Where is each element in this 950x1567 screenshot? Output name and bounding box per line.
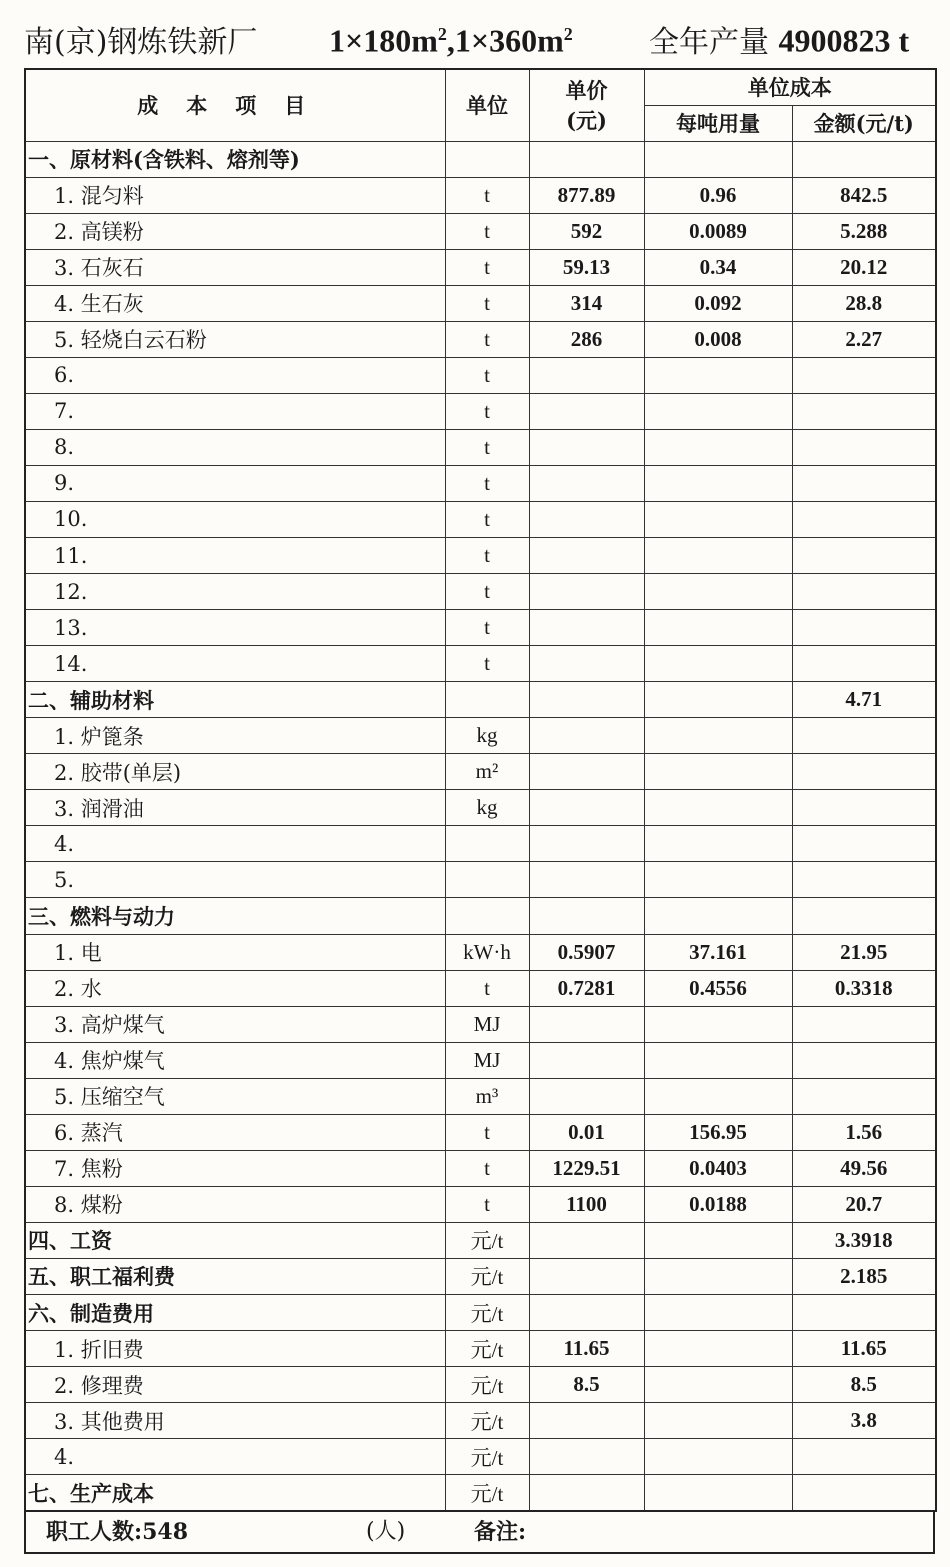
- cell-usage: 0.4556: [644, 970, 792, 1006]
- cell-amount: [792, 1475, 936, 1511]
- table-row: [25, 898, 936, 934]
- cell-amount: 20.7: [792, 1186, 936, 1222]
- cell-amount: [792, 610, 936, 646]
- cell-item: 6. 蒸汽: [25, 1114, 445, 1150]
- cell-price: 286: [529, 321, 644, 357]
- cell-unit: t: [445, 1150, 529, 1186]
- cell-usage: 156.95: [644, 1114, 792, 1150]
- cell-amount: 28.8: [792, 285, 936, 321]
- cell-usage: [644, 1367, 792, 1403]
- cell-usage: [644, 754, 792, 790]
- table-row: [25, 790, 936, 826]
- cell-item: 三、燃料与动力: [25, 898, 445, 934]
- cell-item: 1. 电: [25, 934, 445, 970]
- cell-price: [529, 574, 644, 610]
- cell-usage: [644, 538, 792, 574]
- cell-amount: [792, 393, 936, 429]
- plant-spec: $1\times 180m^2,1\times 360m^2$: [329, 22, 573, 59]
- cell-unit: 元/t: [445, 1295, 529, 1331]
- cell-price: 592: [529, 213, 644, 249]
- cell-item: 7. 焦粉: [25, 1150, 445, 1186]
- cell-price: [529, 1222, 644, 1258]
- cell-unit: 元/t: [445, 1403, 529, 1439]
- cell-usage: [644, 610, 792, 646]
- cell-price: [529, 1403, 644, 1439]
- cell-amount: [792, 790, 936, 826]
- cell-unit: MJ: [445, 1042, 529, 1078]
- cell-amount: [792, 1042, 936, 1078]
- cell-unit: t: [445, 465, 529, 501]
- cell-usage: [644, 1295, 792, 1331]
- cell-amount: 8.5: [792, 1367, 936, 1403]
- cell-usage: [644, 718, 792, 754]
- cell-usage: 0.0188: [644, 1186, 792, 1222]
- table-row: [25, 1258, 936, 1294]
- cell-amount: [792, 862, 936, 898]
- table-row: [25, 177, 936, 213]
- cell-usage: [644, 646, 792, 682]
- cell-amount: [792, 465, 936, 501]
- cell-unit: 元/t: [445, 1258, 529, 1294]
- cell-item: 3. 润滑油: [25, 790, 445, 826]
- cell-usage: [644, 1439, 792, 1475]
- cell-amount: [792, 754, 936, 790]
- table-row: [25, 249, 936, 285]
- cell-price: [529, 1078, 644, 1114]
- table-row: [25, 1331, 936, 1367]
- header-unit: 单位: [445, 69, 529, 141]
- cell-unit: [445, 141, 529, 177]
- cell-amount: [792, 574, 936, 610]
- cell-price: [529, 465, 644, 501]
- table-footer: [24, 1512, 935, 1554]
- table-row: [25, 213, 936, 249]
- cell-unit: t: [445, 285, 529, 321]
- cell-item: 2. 水: [25, 970, 445, 1006]
- cell-amount: [792, 1295, 936, 1331]
- cell-amount: 21.95: [792, 934, 936, 970]
- cell-usage: 0.96: [644, 177, 792, 213]
- cell-usage: [644, 1403, 792, 1439]
- cell-unit: 元/t: [445, 1475, 529, 1511]
- cell-price: 1229.51: [529, 1150, 644, 1186]
- cell-item: 12.: [25, 574, 445, 610]
- cell-item: 六、制造费用: [25, 1295, 445, 1331]
- cell-price: [529, 898, 644, 934]
- cell-price: 8.5: [529, 1367, 644, 1403]
- cell-amount: 1.56: [792, 1114, 936, 1150]
- cell-amount: [792, 1078, 936, 1114]
- annual-output-label: 全年产量: [649, 24, 769, 60]
- cell-amount: 5.288: [792, 213, 936, 249]
- document-title: [24, 12, 934, 60]
- cell-price: [529, 1042, 644, 1078]
- cell-amount: [792, 1006, 936, 1042]
- cell-unit: t: [445, 177, 529, 213]
- cell-item: 一、原材料(含铁料、熔剂等): [25, 141, 445, 177]
- cell-amount: [792, 646, 936, 682]
- cell-item: 四、工资: [25, 1222, 445, 1258]
- cell-unit: t: [445, 429, 529, 465]
- cell-usage: 0.008: [644, 321, 792, 357]
- cell-unit: t: [445, 538, 529, 574]
- cell-usage: 37.161: [644, 934, 792, 970]
- cell-item: 2. 胶带(单层): [25, 754, 445, 790]
- cell-price: 0.01: [529, 1114, 644, 1150]
- table-row: [25, 970, 936, 1006]
- cell-price: 1100: [529, 1186, 644, 1222]
- cell-item: 七、生产成本: [25, 1475, 445, 1511]
- cell-price: [529, 429, 644, 465]
- cell-usage: [644, 429, 792, 465]
- header-usage: 每吨用量: [644, 105, 792, 141]
- cell-amount: 3.8: [792, 1403, 936, 1439]
- staff-unit: (人): [366, 1519, 406, 1544]
- cell-item: 2. 高镁粉: [25, 213, 445, 249]
- table-row: [25, 1042, 936, 1078]
- cell-usage: [644, 574, 792, 610]
- cell-amount: 842.5: [792, 177, 936, 213]
- cell-item: 五、职工福利费: [25, 1258, 445, 1294]
- cell-unit: t: [445, 357, 529, 393]
- cell-usage: [644, 1258, 792, 1294]
- plant-name: 南(京)钢炼铁新厂: [24, 24, 258, 60]
- cell-amount: [792, 538, 936, 574]
- cell-price: [529, 1006, 644, 1042]
- cell-item: 4.: [25, 1439, 445, 1475]
- cell-amount: 3.3918: [792, 1222, 936, 1258]
- cell-usage: 0.0089: [644, 213, 792, 249]
- cell-usage: [644, 898, 792, 934]
- table-row: [25, 1222, 936, 1258]
- cell-item: 5. 压缩空气: [25, 1078, 445, 1114]
- cell-amount: [792, 357, 936, 393]
- cell-price: 314: [529, 285, 644, 321]
- cell-item: 4. 生石灰: [25, 285, 445, 321]
- cell-usage: 0.092: [644, 285, 792, 321]
- cell-amount: [792, 501, 936, 537]
- table-row: [25, 682, 936, 718]
- cell-item: 11.: [25, 538, 445, 574]
- table-row: [25, 754, 936, 790]
- cell-item: 9.: [25, 465, 445, 501]
- cell-price: 0.5907: [529, 934, 644, 970]
- table-row: [25, 862, 936, 898]
- cell-usage: [644, 1331, 792, 1367]
- cell-unit: 元/t: [445, 1331, 529, 1367]
- cell-amount: [792, 429, 936, 465]
- cell-unit: t: [445, 1186, 529, 1222]
- table-row: [25, 429, 936, 465]
- cell-price: 59.13: [529, 249, 644, 285]
- cell-item: 3. 石灰石: [25, 249, 445, 285]
- annual-output-value: 4900823 t: [778, 22, 910, 59]
- cell-usage: [644, 1078, 792, 1114]
- cell-item: 8. 煤粉: [25, 1186, 445, 1222]
- cell-unit: t: [445, 970, 529, 1006]
- table-row: [25, 826, 936, 862]
- staff-count: 职工人数:548: [46, 1519, 189, 1545]
- cell-unit: t: [445, 213, 529, 249]
- cell-price: [529, 862, 644, 898]
- cell-unit: kg: [445, 790, 529, 826]
- cell-price: 11.65: [529, 1331, 644, 1367]
- cell-item: 3. 高炉煤气: [25, 1006, 445, 1042]
- cell-usage: [644, 862, 792, 898]
- cell-usage: [644, 465, 792, 501]
- cell-item: 2. 修理费: [25, 1367, 445, 1403]
- cell-unit: t: [445, 610, 529, 646]
- cell-unit: [445, 898, 529, 934]
- table-row: [25, 1403, 936, 1439]
- header-item: 成本项目: [25, 69, 445, 141]
- cell-item: 5. 轻烧白云石粉: [25, 321, 445, 357]
- cell-usage: [644, 790, 792, 826]
- cell-amount: 2.185: [792, 1258, 936, 1294]
- cell-item: 二、辅助材料: [25, 682, 445, 718]
- cell-price: 877.89: [529, 177, 644, 213]
- cell-item: 6.: [25, 357, 445, 393]
- table-row: [25, 501, 936, 537]
- cell-item: 1. 混匀料: [25, 177, 445, 213]
- cell-amount: 4.71: [792, 682, 936, 718]
- cell-item: 3. 其他费用: [25, 1403, 445, 1439]
- cell-unit: t: [445, 393, 529, 429]
- cell-unit: 元/t: [445, 1222, 529, 1258]
- table-row: [25, 1186, 936, 1222]
- cell-item: 8.: [25, 429, 445, 465]
- cell-item: 1. 折旧费: [25, 1331, 445, 1367]
- cell-usage: [644, 141, 792, 177]
- cell-amount: [792, 141, 936, 177]
- cell-item: 14.: [25, 646, 445, 682]
- table-row: [25, 718, 936, 754]
- cell-price: [529, 538, 644, 574]
- cell-unit: kW·h: [445, 934, 529, 970]
- cell-price: [529, 646, 644, 682]
- cell-unit: [445, 826, 529, 862]
- header-amount: 金额(元/t): [792, 105, 936, 141]
- cell-item: 13.: [25, 610, 445, 646]
- cell-price: [529, 1258, 644, 1294]
- table-row: [25, 357, 936, 393]
- cell-item: 7.: [25, 393, 445, 429]
- cell-item: 5.: [25, 862, 445, 898]
- cell-amount: 49.56: [792, 1150, 936, 1186]
- remarks-label: 备注:: [474, 1519, 527, 1545]
- table-row: [25, 1367, 936, 1403]
- header-price: 单价 (元): [529, 69, 644, 141]
- cell-unit: t: [445, 501, 529, 537]
- cell-unit: m²: [445, 754, 529, 790]
- cell-usage: 0.34: [644, 249, 792, 285]
- table-row: [25, 285, 936, 321]
- cell-price: [529, 610, 644, 646]
- cell-usage: [644, 1006, 792, 1042]
- cell-unit: MJ: [445, 1006, 529, 1042]
- table-row: [25, 1295, 936, 1331]
- cell-unit: kg: [445, 718, 529, 754]
- cell-item: 1. 炉篦条: [25, 718, 445, 754]
- cell-amount: [792, 898, 936, 934]
- cell-amount: 2.27: [792, 321, 936, 357]
- cell-price: [529, 1475, 644, 1511]
- cell-price: [529, 141, 644, 177]
- cell-price: [529, 357, 644, 393]
- cell-unit: t: [445, 249, 529, 285]
- cell-usage: [644, 1222, 792, 1258]
- cell-price: [529, 1295, 644, 1331]
- table-row: [25, 1475, 936, 1511]
- table-row: [25, 934, 936, 970]
- cell-usage: [644, 393, 792, 429]
- cell-price: [529, 754, 644, 790]
- cell-price: [529, 826, 644, 862]
- table-row: [25, 1078, 936, 1114]
- cost-table: [24, 68, 937, 1512]
- cell-price: 0.7281: [529, 970, 644, 1006]
- table-row: [25, 321, 936, 357]
- table-row: [25, 1150, 936, 1186]
- table-row: [25, 646, 936, 682]
- cell-price: [529, 501, 644, 537]
- cell-usage: [644, 501, 792, 537]
- cell-amount: 0.3318: [792, 970, 936, 1006]
- cell-item: 4. 焦炉煤气: [25, 1042, 445, 1078]
- table-row: [25, 465, 936, 501]
- cell-usage: [644, 826, 792, 862]
- cell-amount: [792, 826, 936, 862]
- cell-unit: t: [445, 574, 529, 610]
- cell-price: [529, 718, 644, 754]
- cell-unit: 元/t: [445, 1439, 529, 1475]
- table-row: [25, 1006, 936, 1042]
- table-row: [25, 1439, 936, 1475]
- cell-usage: [644, 1042, 792, 1078]
- cell-unit: t: [445, 646, 529, 682]
- cell-usage: 0.0403: [644, 1150, 792, 1186]
- cell-amount: [792, 1439, 936, 1475]
- cell-item: 4.: [25, 826, 445, 862]
- cell-price: [529, 790, 644, 826]
- table-row: [25, 610, 936, 646]
- cell-usage: [644, 357, 792, 393]
- cell-usage: [644, 1475, 792, 1511]
- cell-price: [529, 682, 644, 718]
- cost-rows: [25, 141, 936, 1511]
- header-unit-cost: 单位成本: [644, 69, 936, 105]
- cell-unit: 元/t: [445, 1367, 529, 1403]
- cell-usage: [644, 682, 792, 718]
- cell-unit: [445, 862, 529, 898]
- table-row: [25, 1114, 936, 1150]
- table-row: [25, 393, 936, 429]
- table-row: [25, 141, 936, 177]
- cell-item: 10.: [25, 501, 445, 537]
- cell-price: [529, 1439, 644, 1475]
- cell-price: [529, 393, 644, 429]
- cell-amount: 11.65: [792, 1331, 936, 1367]
- cell-unit: t: [445, 321, 529, 357]
- cell-amount: [792, 718, 936, 754]
- table-row: [25, 574, 936, 610]
- cell-unit: m³: [445, 1078, 529, 1114]
- cell-amount: 20.12: [792, 249, 936, 285]
- table-row: [25, 538, 936, 574]
- cell-unit: t: [445, 1114, 529, 1150]
- cell-unit: [445, 682, 529, 718]
